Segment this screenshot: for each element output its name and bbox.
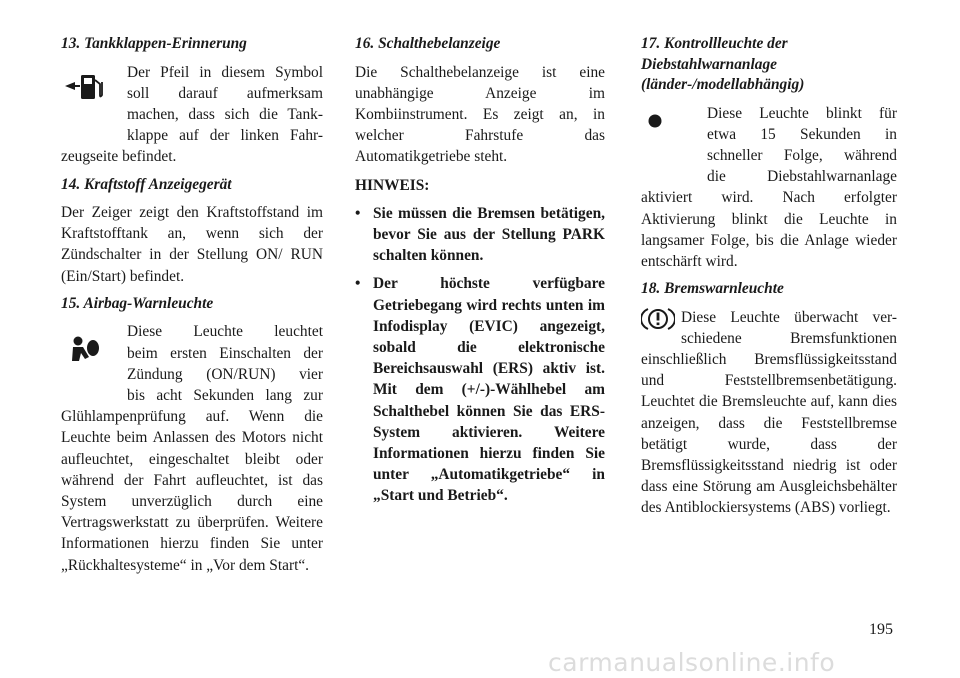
s15-line-3: Zündung (ON/RUN) vier (127, 365, 323, 383)
section-13-icon-block (61, 62, 323, 147)
list-item (355, 203, 605, 267)
security-light-icon (647, 113, 663, 135)
section-18-heading: 18. Bremswarnleuchte (641, 280, 784, 298)
section-17-heading: 17. Kontrollleuchte der Diebstahlwarnanlage (länder-/modellabhängig) (641, 35, 805, 93)
section-16-heading: 16. Schalthebelanzeige (355, 35, 501, 52)
bullet-icon: • (355, 204, 361, 222)
page-number: 195 (869, 621, 893, 638)
s13-line-1: Der Pfeil in diesem Symbol (127, 63, 323, 81)
column-middle (355, 34, 605, 514)
s15-line-4: bis acht Sekunden lang zur (127, 386, 323, 404)
s16-body: Die Schalthebelanzeige ist eine unabhängige Anzeige im Kombiinstrument. Es zeigt an, in welcher Fahrstufe das Automatikgetriebe steht. (355, 63, 605, 166)
s17-line-4: die Diebstahlwarnanlage (707, 168, 897, 186)
section-15-heading: 15. Airbag-Warnleuchte (61, 294, 214, 312)
airbag-icon (69, 335, 101, 371)
note-list (355, 203, 605, 507)
s13-line-4: klappe auf der linken Fahr- (127, 127, 323, 145)
column-right (641, 34, 897, 526)
s17-line-2: etwa 15 Sekunden in (707, 125, 897, 143)
section-15-icon-block (61, 321, 323, 406)
s13-line-2: soll darauf aufmerksam (127, 84, 323, 102)
s17-line-1: Diese Leuchte blinkt für (707, 104, 897, 122)
bullet-icon: • (355, 275, 361, 293)
note-text-1: Sie müssen die Bremsen betätigen, bevor Sie aus der Stellung PARK schalten können. (373, 204, 605, 265)
brake-warning-icon (641, 307, 675, 337)
watermark: carmanualsonline.info (548, 648, 836, 677)
s18-tail: einschließlich Bremsflüssigkeitsstand und Feststellbremsenbetätigung. Leuchtet die Bremsleuchte auf, kann dies anzeigen, dass die Feststellbremse betätigt wurde, dass der Bremsflüssigkeitsstand niedrig ist oder dass eine Störung am Ausgleichsbehälter des Antiblockiersystems (ABS) vorliegt. (641, 351, 897, 517)
s13-line-3: machen, dass sich die Tank- (127, 105, 323, 123)
section-17-icon-block (641, 103, 897, 188)
s15-line-1: Diese Leuchte leuchtet (127, 323, 323, 341)
s17-line-3: schneller Folge, während (707, 146, 897, 164)
fuel-pump-icon (63, 72, 107, 108)
note-text-2: Der höchste verfügbare Getriebegang wird rechts unten im Infodisplay (EVIC) angezeigt, sobald die elektronische Bereichsauswahl (ERS) aktiv ist. Mit dem (+/-)-Wählhebel am Schalthebel können Sie das ERS-System aktivieren. Weitere Informationen hierzu finden Sie unter „Automatikgetriebe“ in „Start und Betrieb“. (373, 275, 605, 505)
section-14-heading: 14. Kraftstoff Anzeigegerät (61, 175, 232, 193)
s14-body: Der Zeiger zeigt den Kraftstoffstand im Kraftstofftank an, wenn sich der Zündschalter in der Stellung ON/ RUN (Ein/Start) befindet. (61, 204, 323, 285)
s17-tail: aktiviert wird. Nach erfolgter Aktivierung blinkt die Leuchte in langsamer Folge, bis die Anlage wieder entschärft wird. (641, 189, 897, 270)
note-heading: HINWEIS: (355, 176, 430, 194)
section-18-icon-block (641, 307, 897, 349)
s15-tail: Glühlampenprüfung auf. Wenn die Leuchte beim Anlassen des Motors nicht aufleuchtet, eingeschaltet bleibt oder während der Fahrt aufleuchtet, ist das System unverzüglich durch eine Vertragswerkstatt zu überprüfen. Weitere Informationen hierzu finden Sie unter „Rückhaltesysteme“ in „Vor dem Start“. (61, 408, 323, 574)
s18-line-1: Diese Leuchte überwacht ver- (681, 308, 897, 326)
column-left (61, 34, 323, 583)
s13-tail: zeugseite befindet. (61, 148, 177, 166)
s18-line-2: schiedene Bremsfunktionen (681, 329, 897, 347)
s15-line-2: beim ersten Einschalten der (127, 344, 323, 362)
section-13-heading: 13. Tankklappen-Erinnerung (61, 35, 247, 52)
list-item (355, 273, 605, 506)
